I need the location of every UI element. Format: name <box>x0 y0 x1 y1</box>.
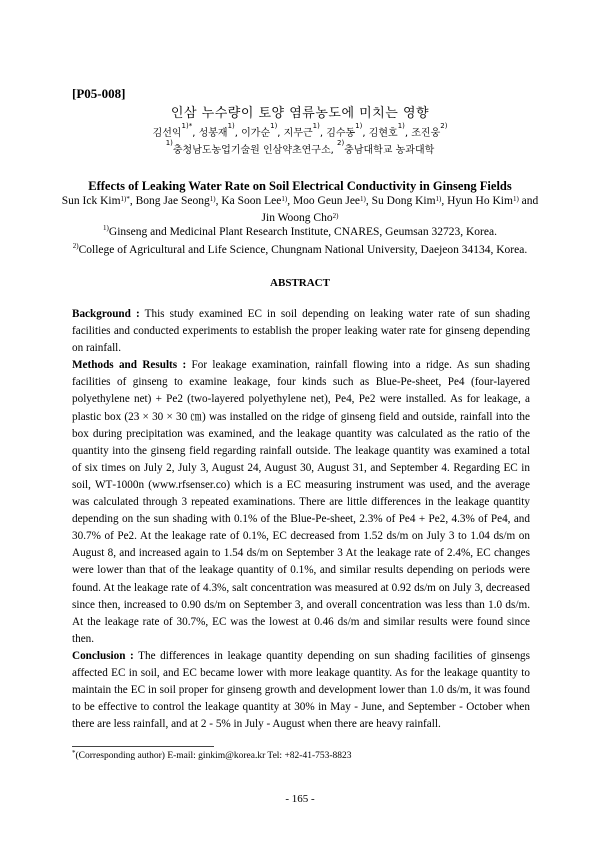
footnote-text: (Corresponding author) E-mail: ginkim@korea.kr Tel: +82-41-753-8823 <box>75 751 352 761</box>
author-sup: 1)* <box>120 195 130 203</box>
author: 김선익 <box>152 128 182 139</box>
english-authors: Sun Ick Kim$^{1)*}$, Bong Jae Seong$^{1)}$, Ka Soon Lee$^{1)}$, Moo Geun Jee$^{1)}$, Su Dong Kim$^{1)}$, Hyun Ho Kim$^{1)}$ and Jin Woong Cho$^{2)}$ <box>61 195 539 224</box>
author: 조진웅 <box>411 128 441 139</box>
affiliation: 충남대학교 농과대학 <box>344 145 435 156</box>
author: Moo Geun Jee <box>292 195 361 207</box>
methods-label: Methods and Results : <box>72 359 187 372</box>
author-sup: 1)* <box>181 122 193 130</box>
abstract-body <box>72 306 530 733</box>
author-sup: 1) <box>435 195 442 203</box>
korean-title: 인삼 누수량이 토양 염류농도에 미치는 영향 <box>170 106 430 121</box>
conclusion-label: Conclusion : <box>72 649 134 662</box>
author-sup: 1) <box>270 122 278 130</box>
author: 성봉재 <box>198 128 228 139</box>
affil-sup: 2) <box>336 139 345 147</box>
background-label: Background : <box>72 308 140 320</box>
affiliation: College of Agricultural and Life Science, Chungnam National University, Daejeon 34134, Korea. <box>78 244 528 256</box>
footnote-marker: * <box>72 749 76 757</box>
author-sup: 1) <box>312 122 320 130</box>
author-sup: 1) <box>281 195 288 203</box>
korean-affiliations <box>0 141 600 156</box>
abstract-heading: ABSTRACT <box>270 277 330 289</box>
english-affiliation-1 <box>0 226 600 238</box>
methods-text: For leakage examination, rainfall flowing into a ridge. As sun shading facilities of ginseng to examine leakage, four kinds such as Blue-Pe-sheet, Pe4 (four‐layered polyethylene net) + Pe2 (two‐layered polyethylene net), Pe4, Pe2 were installed. As for leakage, a plastic box (23 × 30 × 30 ㎝) was installed on the ridge of ginseng field and outside, rainfall into the box during precipitation was examined, and the leakage quantity was calculated as the ratio of the quantity into the ginseng field regarding rainfall outside. The leakage quantity was examined a total of six times on July 2, July 3, August 24, August 30, August 31, and September 4. Regarding EC in soil, WT‐1000n (www.rfsenser.co) which is a EC measuring instrument was used, and the average was calculated through 3 repeated examinations. There are little differences in the leakage quantity depending on the sun shading with 0.1% of the Blue-Pe-sheet, 2.3% of Pe4 + Pe2, 4.3% of Pe4, and 30.7% of Pe2. At the leakage rate of 0.1%, EC decreased from 1.52 ds/m on July 3 to 1.04 ds/m on August 8, and increased again to 1.54 ds/m on September 3 At the leakage rate of 2.4%, EC changes were lower than that of the leakage quantity of 0.1%, and similar results depending on periods were found. At the leakage rate of 4.3%, salt concentration was measured at 0.92 ds/m on July 3, decreased since then, increased to 0.90 ds/m on September 3, and overall concentration was less than 1.0 ds/m. At the leakage rate of 30.7%, EC was the lowest at 0.46 ds/m and similar results were found since then. <box>72 359 530 645</box>
author: Hyun Ho Kim <box>447 195 513 207</box>
background-paragraph <box>72 306 530 357</box>
paper-id: [P05-008] <box>72 86 126 101</box>
author: Ka Soon Lee <box>221 195 282 207</box>
author: Jin Woong Cho <box>261 212 333 224</box>
author-sup: 1) <box>209 195 216 203</box>
author: 김현호 <box>368 128 398 139</box>
conclusion-paragraph <box>72 648 530 733</box>
author: 지무근 <box>283 128 313 139</box>
conclusion-text: The differences in leakage quantity depending on sun shading facilities of ginsengs affected EC in soil, and EC became lower with more leakage quantity. As for the leakage quantity to maintain the EC in soil proper for ginseng growth and development lower than 1.0 ds/m, it was found to be effective to control the leakage quantity at 30% in May - June, and September - October when there are less rainfall, and at 2 - 5% in July - August when there are heavy rainfall. <box>72 649 531 731</box>
author-conjunction: and <box>521 195 539 207</box>
page-number: - 165 - <box>285 793 315 805</box>
footnote-divider <box>72 746 214 747</box>
author-sup: 1) <box>360 195 366 203</box>
affiliation: Ginseng and Medicinal Plant Research Institute, CNARES, Geumsan 32723, Korea. <box>108 226 497 238</box>
author: Sun Ick Kim <box>61 195 121 207</box>
affil-sup: 1) <box>165 139 173 147</box>
english-affiliation-2 <box>0 244 600 256</box>
affil-sup: 2) <box>72 242 79 250</box>
affiliation: 충청남도농업기술원 인삼약초연구소, <box>172 145 334 156</box>
background-text: This study examined EC in soil depending on leaking water rate of sun shading facilities and conducted experiments to establish the proper leaking water rate for ginseng depending on rainfall. <box>72 308 530 355</box>
author-sup: 2) <box>440 122 448 130</box>
author: Su Dong Kim <box>371 195 436 207</box>
author-sup: 1) <box>512 195 519 203</box>
author: 김수동 <box>326 128 356 139</box>
author-sup: 1) <box>397 122 405 130</box>
english-title: Effects of Leaking Water Rate on Soil Electrical Conductivity in Ginseng Fields <box>88 179 512 193</box>
author-sup: 1) <box>355 122 363 130</box>
author-sup: 1) <box>227 122 235 130</box>
footnote <box>72 751 352 761</box>
author: 이가순 <box>241 128 271 139</box>
affil-sup: 1) <box>103 224 109 232</box>
author: Bong Jae Seong <box>135 195 210 207</box>
author-sup: 2) <box>332 212 339 220</box>
korean-authors: 김선익$^{1)*}$, 성봉재$^{1)}$, 이가순$^{1)}$, 지무근$^{1)}$, 김수동$^{1)}$, 김현호$^{1)}$, 조진웅$^{2)}$ <box>152 122 448 139</box>
methods-paragraph <box>72 357 530 648</box>
